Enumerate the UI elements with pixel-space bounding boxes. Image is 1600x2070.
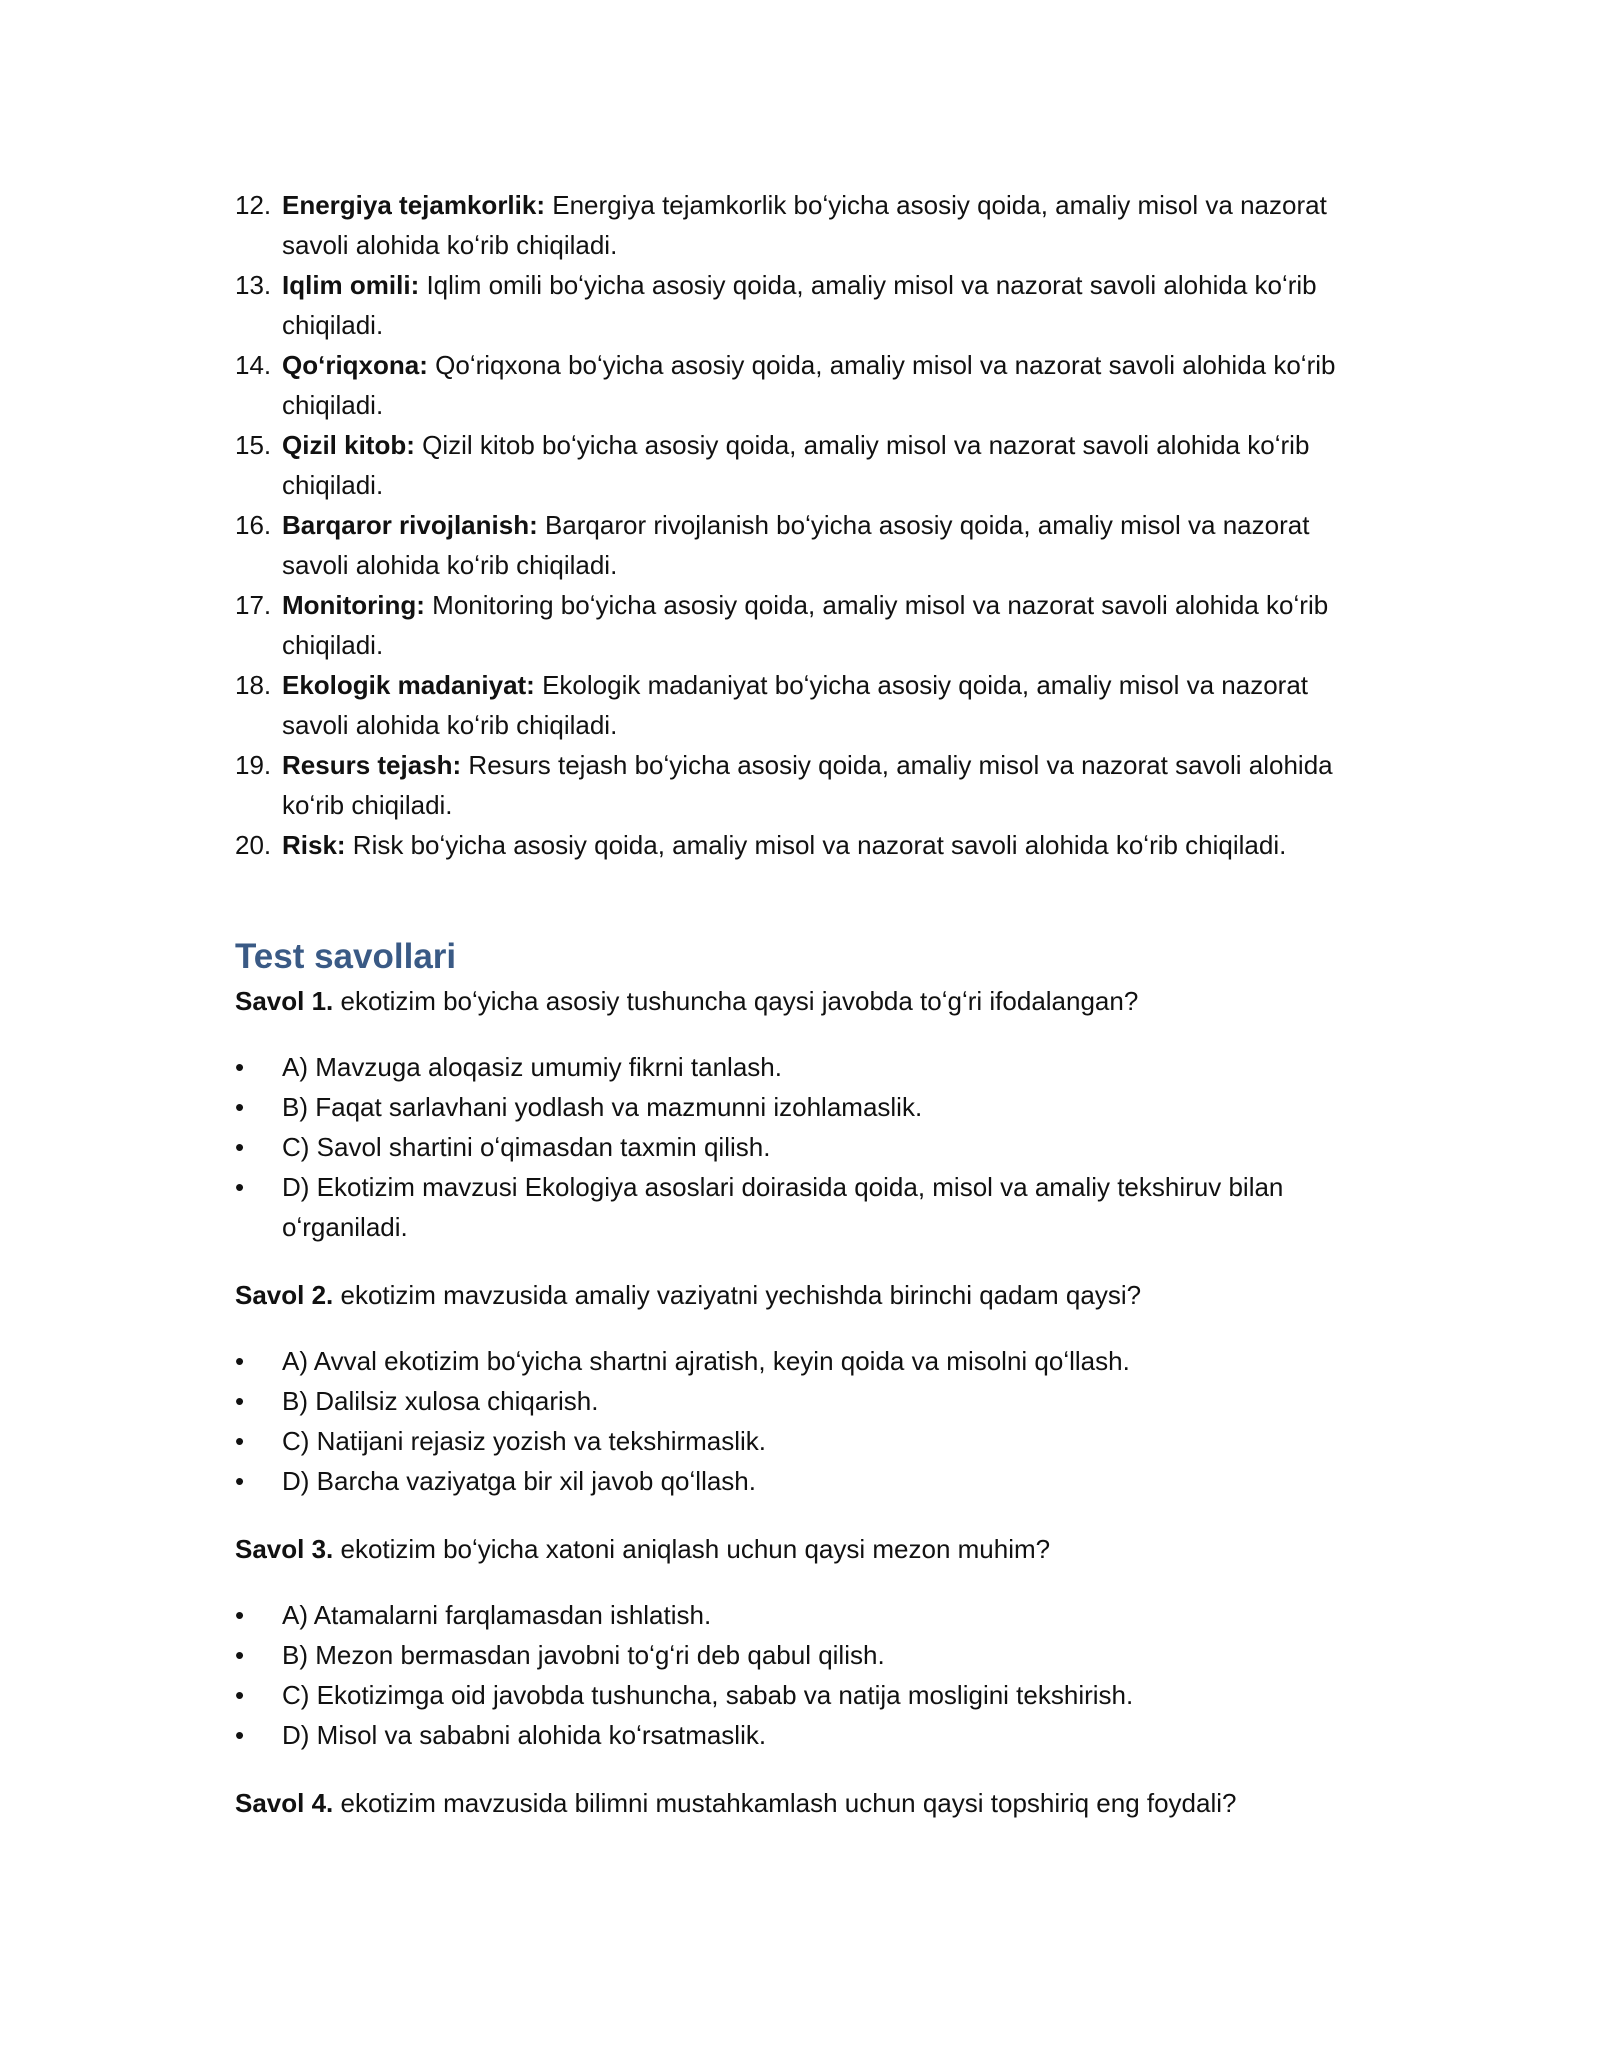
bullet-icon: • bbox=[235, 1466, 245, 1496]
question-text: ekotizim mavzusida amaliy vaziyatni yechishda birinchi qadam qaysi? bbox=[333, 1280, 1142, 1310]
bullet-icon: • bbox=[235, 1720, 245, 1750]
bullet-icon: • bbox=[235, 1640, 245, 1670]
option-item bbox=[235, 1595, 1365, 1635]
option-item bbox=[235, 1087, 1365, 1127]
option-text: C) Natijani rejasiz yozish va tekshirmaslik. bbox=[282, 1426, 767, 1456]
question-label: Savol 4. bbox=[235, 1788, 334, 1818]
term-description: Monitoring boʻyicha asosiy qoida, amaliy misol va nazorat savoli alohida koʻrib chiqiladi. bbox=[282, 590, 1329, 660]
bullet-icon: • bbox=[235, 1426, 245, 1456]
bullet-icon: • bbox=[235, 1600, 245, 1630]
term-description: Barqaror rivojlanish boʻyicha asosiy qoida, amaliy misol va nazorat savoli alohida koʻrib chiqiladi. bbox=[282, 510, 1310, 580]
list-number: 13. bbox=[235, 270, 272, 300]
list-number: 15. bbox=[235, 430, 272, 460]
option-item bbox=[235, 1675, 1365, 1715]
section-heading: Test savollari bbox=[235, 937, 457, 976]
option-text: B) Dalilsiz xulosa chiqarish. bbox=[282, 1386, 599, 1416]
option-text: C) Ekotizimga oid javobda tushuncha, sabab va natija mosligini tekshirish. bbox=[282, 1680, 1134, 1710]
list-number: 19. bbox=[235, 750, 272, 780]
term-name: Ekologik madaniyat: bbox=[282, 670, 535, 700]
option-text: A) Mavzuga aloqasiz umumiy fikrni tanlash. bbox=[282, 1052, 782, 1082]
question-label: Savol 2. bbox=[235, 1280, 334, 1310]
term-name: Qizil kitob: bbox=[282, 430, 415, 460]
bullet-icon: • bbox=[235, 1346, 245, 1376]
question-text: ekotizim boʻyicha asosiy tushuncha qaysi javobda toʻgʻri ifodalangan? bbox=[333, 986, 1139, 1016]
question-3-options bbox=[235, 1595, 1365, 1755]
term-name: Barqaror rivojlanish: bbox=[282, 510, 538, 540]
option-item bbox=[235, 1341, 1365, 1381]
list-number: 12. bbox=[235, 190, 272, 220]
option-item bbox=[235, 1127, 1365, 1167]
term-description: Resurs tejash boʻyicha asosiy qoida, amaliy misol va nazorat savoli alohida koʻrib chiqiladi. bbox=[282, 750, 1333, 820]
option-text: D) Ekotizim mavzusi Ekologiya asoslari doirasida qoida, misol va amaliy tekshiruv bilan oʻrganiladi. bbox=[282, 1172, 1284, 1242]
bullet-icon: • bbox=[235, 1132, 245, 1162]
term-name: Iqlim omili: bbox=[282, 270, 420, 300]
term-name: Resurs tejash: bbox=[282, 750, 462, 780]
term-description: Iqlim omili boʻyicha asosiy qoida, amaliy misol va nazorat savoli alohida koʻrib chiqiladi. bbox=[282, 270, 1317, 340]
list-number: 14. bbox=[235, 350, 272, 380]
question-label: Savol 3. bbox=[235, 1534, 334, 1564]
option-text: D) Misol va sababni alohida koʻrsatmaslik. bbox=[282, 1720, 767, 1750]
list-number: 17. bbox=[235, 590, 272, 620]
question-2 bbox=[235, 1275, 1365, 1315]
option-text: A) Avval ekotizim boʻyicha shartni ajratish, keyin qoida va misolni qoʻllash. bbox=[282, 1346, 1130, 1376]
list-number: 16. bbox=[235, 510, 272, 540]
list-item bbox=[235, 745, 1365, 825]
bullet-icon: • bbox=[235, 1052, 245, 1082]
term-description: Qizil kitob boʻyicha asosiy qoida, amaliy misol va nazorat savoli alohida koʻrib chiqiladi. bbox=[282, 430, 1310, 500]
question-1 bbox=[235, 981, 1365, 1021]
list-item bbox=[235, 185, 1365, 265]
list-item bbox=[235, 265, 1365, 345]
bullet-icon: • bbox=[235, 1172, 245, 1202]
term-name: Risk: bbox=[282, 830, 346, 860]
term-description: Risk boʻyicha asosiy qoida, amaliy misol va nazorat savoli alohida koʻrib chiqiladi. bbox=[345, 830, 1287, 860]
option-item bbox=[235, 1381, 1365, 1421]
option-item bbox=[235, 1421, 1365, 1461]
term-description: Qoʻriqxona boʻyicha asosiy qoida, amaliy misol va nazorat savoli alohida koʻrib chiqiladi. bbox=[282, 350, 1336, 420]
term-name: Energiya tejamkorlik: bbox=[282, 190, 545, 220]
term-description: Energiya tejamkorlik boʻyicha asosiy qoida, amaliy misol va nazorat savoli alohida koʻrib chiqiladi. bbox=[282, 190, 1327, 260]
question-3 bbox=[235, 1529, 1365, 1569]
list-item bbox=[235, 825, 1365, 865]
option-item bbox=[235, 1047, 1365, 1087]
option-text: A) Atamalarni farqlamasdan ishlatish. bbox=[282, 1600, 712, 1630]
question-text: ekotizim mavzusida bilimni mustahkamlash uchun qaysi topshiriq eng foydali? bbox=[333, 1788, 1237, 1818]
list-item bbox=[235, 665, 1365, 745]
question-4 bbox=[235, 1783, 1365, 1823]
option-text: D) Barcha vaziyatga bir xil javob qoʻllash. bbox=[282, 1466, 756, 1496]
bullet-icon: • bbox=[235, 1680, 245, 1710]
terms-list bbox=[235, 185, 1365, 865]
bullet-icon: • bbox=[235, 1386, 245, 1416]
option-item bbox=[235, 1461, 1365, 1501]
list-item bbox=[235, 585, 1365, 665]
bullet-icon: • bbox=[235, 1092, 245, 1122]
list-item bbox=[235, 425, 1365, 505]
page-content bbox=[235, 185, 1365, 1823]
option-text: B) Mezon bermasdan javobni toʻgʻri deb qabul qilish. bbox=[282, 1640, 885, 1670]
list-item bbox=[235, 505, 1365, 585]
question-label: Savol 1. bbox=[235, 986, 334, 1016]
term-description: Ekologik madaniyat boʻyicha asosiy qoida, amaliy misol va nazorat savoli alohida koʻrib chiqiladi. bbox=[282, 670, 1309, 740]
term-name: Monitoring: bbox=[282, 590, 425, 620]
list-number: 18. bbox=[235, 670, 272, 700]
question-2-options bbox=[235, 1341, 1365, 1501]
option-item bbox=[235, 1167, 1365, 1247]
option-text: C) Savol shartini oʻqimasdan taxmin qilish. bbox=[282, 1132, 771, 1162]
question-text: ekotizim boʻyicha xatoni aniqlash uchun qaysi mezon muhim? bbox=[333, 1534, 1051, 1564]
question-1-options bbox=[235, 1047, 1365, 1247]
list-item bbox=[235, 345, 1365, 425]
option-item bbox=[235, 1635, 1365, 1675]
list-number: 20. bbox=[235, 830, 272, 860]
option-text: B) Faqat sarlavhani yodlash va mazmunni izohlamaslik. bbox=[282, 1092, 923, 1122]
option-item bbox=[235, 1715, 1365, 1755]
term-name: Qoʻriqxona: bbox=[282, 350, 428, 380]
